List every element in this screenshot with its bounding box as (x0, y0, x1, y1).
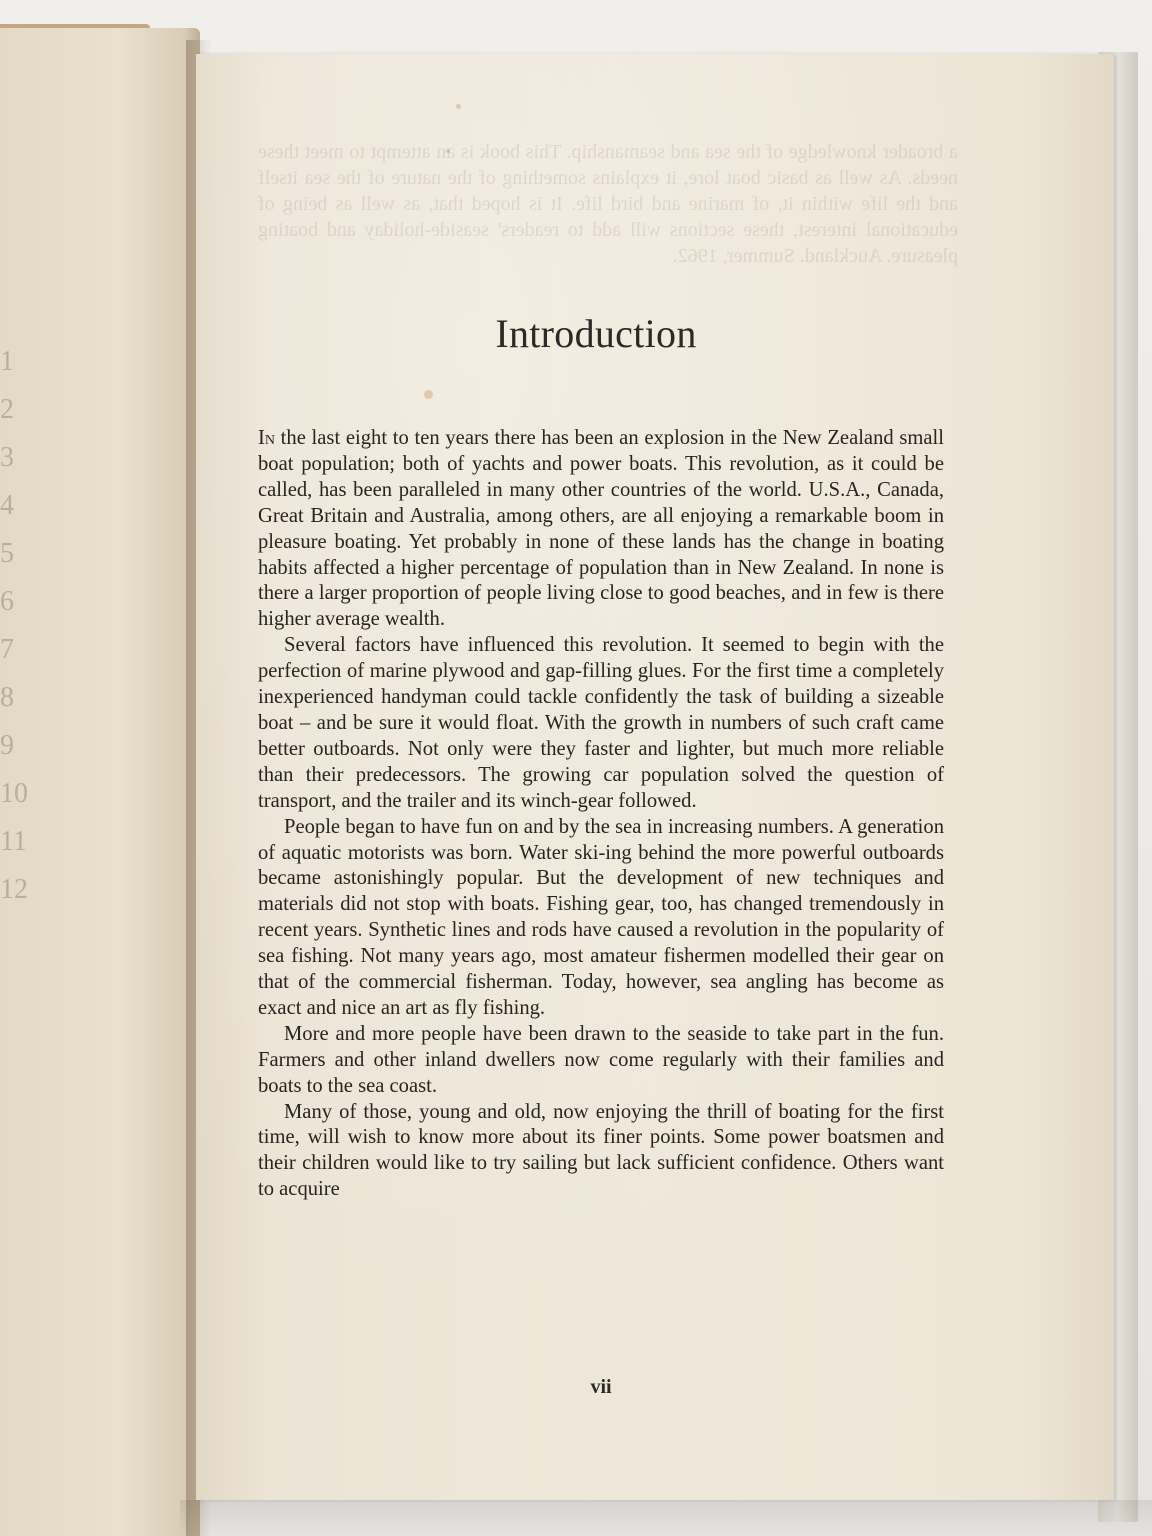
page-body (258, 426, 944, 1203)
facing-page-show-through: 1 2 3 4 5 6 7 8 9 10 11 12 (0, 346, 28, 905)
book-page (196, 54, 1114, 1500)
reverse-page-show-through: a broader knowledge of the sea and seamanship. This book is an attempt to meet these needs. As well as basic boat lore, it explains something of the nature of the sea itself and the life within it, of marine and bird life. It is hoped that, as well as being of educational interest, these sections will add to readers' seaside-holiday and boating pleasure. Auckland. Summer, 1962. (258, 141, 958, 267)
paragraph: Several factors have influenced this revolution. It seemed to begin with the perfection of marine plywood and gap-filling glues. For the first time a completely inexperienced handyman could tackle confidently the task of building a sizeable boat – and be sure it would float. With the growth in numbers of such craft came better outboards. Not only were they faster and lighter, but much more reliable than their predecessors. The growing car population solved the question of transport, and the trailer and its winch-gear followed. (258, 634, 944, 812)
page-number: vii (590, 1376, 612, 1398)
chapter-title: Introduction (495, 311, 697, 356)
paragraph: More and more people have been drawn to the seaside to take part in the fun. Farmers and other inland dwellers now come regularly with their families and boats to the sea coast. (258, 1022, 944, 1097)
table-shadow (180, 1500, 1152, 1536)
paragraph: Many of those, young and old, now enjoying the thrill of boating for the first time, will wish to know more about its finer points. Some power boatsmen and their children would like to try sailing but lack sufficient confidence. Others want to acquire (258, 1100, 944, 1201)
facing-page (0, 28, 200, 1536)
paragraph: People began to have fun on and by the sea in increasing numbers. A generation of aquatic motorists was born. Water ski-ing behind the more powerful outboards became astonishingly popular. But the development of new techniques and materials did not stop with boats. Fishing gear, too, has changed tremendously in recent years. Synthetic lines and rods have caused a revolution in the popularity of sea fishing. Not many years ago, most amateur fishermen modelled their gear on that of the commercial fisherman. Today, however, sea angling has become as exact and nice an art as fly fishing. (258, 815, 944, 1019)
foxing-spot (456, 104, 461, 109)
paragraph: In the last eight to ten years there has been an explosion in the New Zealand small boat population; both of yachts and power boats. This revolution, as it could be called, has been paralleled in many other countries of the world. U.S.A., Canada, Great Britain and Australia, among others, are all enjoying a remarkable boom in pleasure boating. Yet probably in none of these lands has the change in boating habits affected a higher percentage of population than in New Zealand. In none is there a larger proportion of people living close to good beaches, and in few is there higher average wealth. (258, 427, 944, 631)
paragraph-lead-small-caps: In (258, 427, 275, 449)
